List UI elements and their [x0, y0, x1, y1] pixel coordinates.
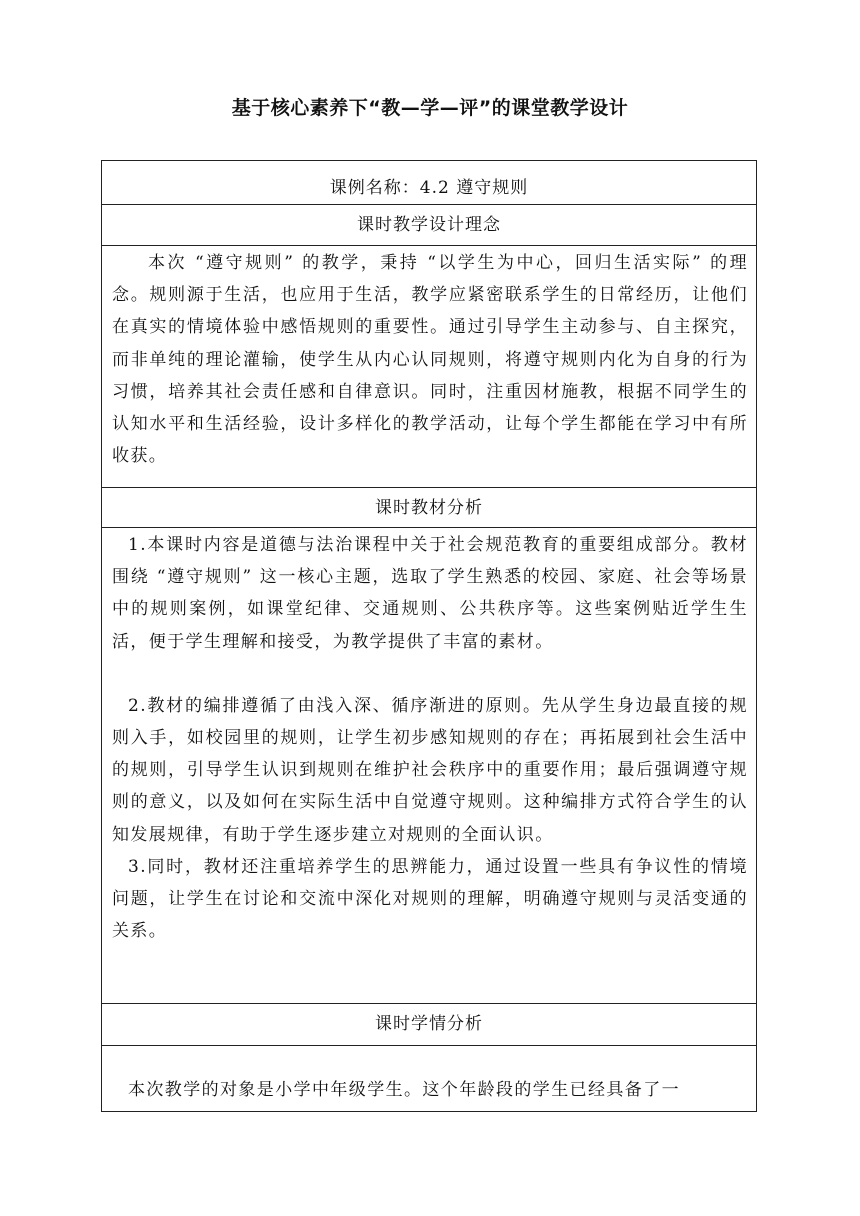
section-body-design-concept	[102, 245, 756, 487]
section-heading-material-analysis	[102, 487, 756, 527]
section-body-student-analysis	[102, 1045, 756, 1111]
paragraph: 2.教材的编排遵循了由浅入深、循序渐进的原则。先从学生身边最直接的规则入手，如校园里的规则，让学生初步感知规则的存在；再拓展到社会生活中的规则，引导学生认识到规则在维护社会秩序中的重要作用；最后强调遵守规则的意义，以及如何在实际生活中自觉遵守规则。这种编排方式符合学生的认知发展规律，有助于学生逐步建立对规则的全面认识。	[112, 695, 748, 845]
paragraph: 本次 “遵守规则” 的教学，秉持 “以学生为中心，回归生活实际” 的理念。规则源于生活，也应用于生活，教学应紧密联系学生的日常经历，让他们在真实的情境体验中感悟规则的重要性。通过引导学生主动参与、自主探究，而非单纯的理论灌输，使学生从内心认同规则，将遵守规则内化为自身的行为习惯，培养其社会责任感和自律意识。同时，注重因材施教，根据不同学生的认知水平和生活经验，设计多样化的教学活动，让每个学生都能在学习中有所收获。	[112, 253, 748, 467]
page-title: 基于核心素养下“教—学—评”的课堂教学设计	[231, 97, 629, 119]
course-name-row	[102, 168, 756, 206]
course-name: 课例名称：4.2 遵守规则	[329, 178, 529, 198]
section-heading-design-concept	[102, 204, 756, 245]
paragraph: 本次教学的对象是小学中年级学生。这个年龄段的学生已经具备了一	[128, 1080, 680, 1100]
lesson-design-table	[101, 160, 757, 1112]
paragraph: 3.同时，教材还注重培养学生的思辨能力，通过设置一些具有争议性的情境问题，让学生在讨论和交流中深化对规则的理解，明确遵守规则与灵活变通的关系。	[112, 856, 748, 942]
section-heading-label: 课时教学设计理念	[357, 215, 501, 235]
paragraph-spacer	[112, 658, 748, 690]
section-heading-label: 课时教材分析	[375, 498, 483, 518]
section-body-material-analysis	[102, 527, 756, 1003]
section-heading-label: 课时学情分析	[375, 1014, 483, 1034]
section-heading-student-analysis	[102, 1003, 756, 1045]
paragraph: 1.本课时内容是道德与法治课程中关于社会规范教育的重要组成部分。教材围绕 “遵守规则” 这一核心主题，选取了学生熟悉的校园、家庭、社会等场景中的规则案例，如课堂纪律、交通规则、公共秩序等。这些案例贴近学生生活，便于学生理解和接受，为教学提供了丰富的素材。	[112, 535, 748, 652]
